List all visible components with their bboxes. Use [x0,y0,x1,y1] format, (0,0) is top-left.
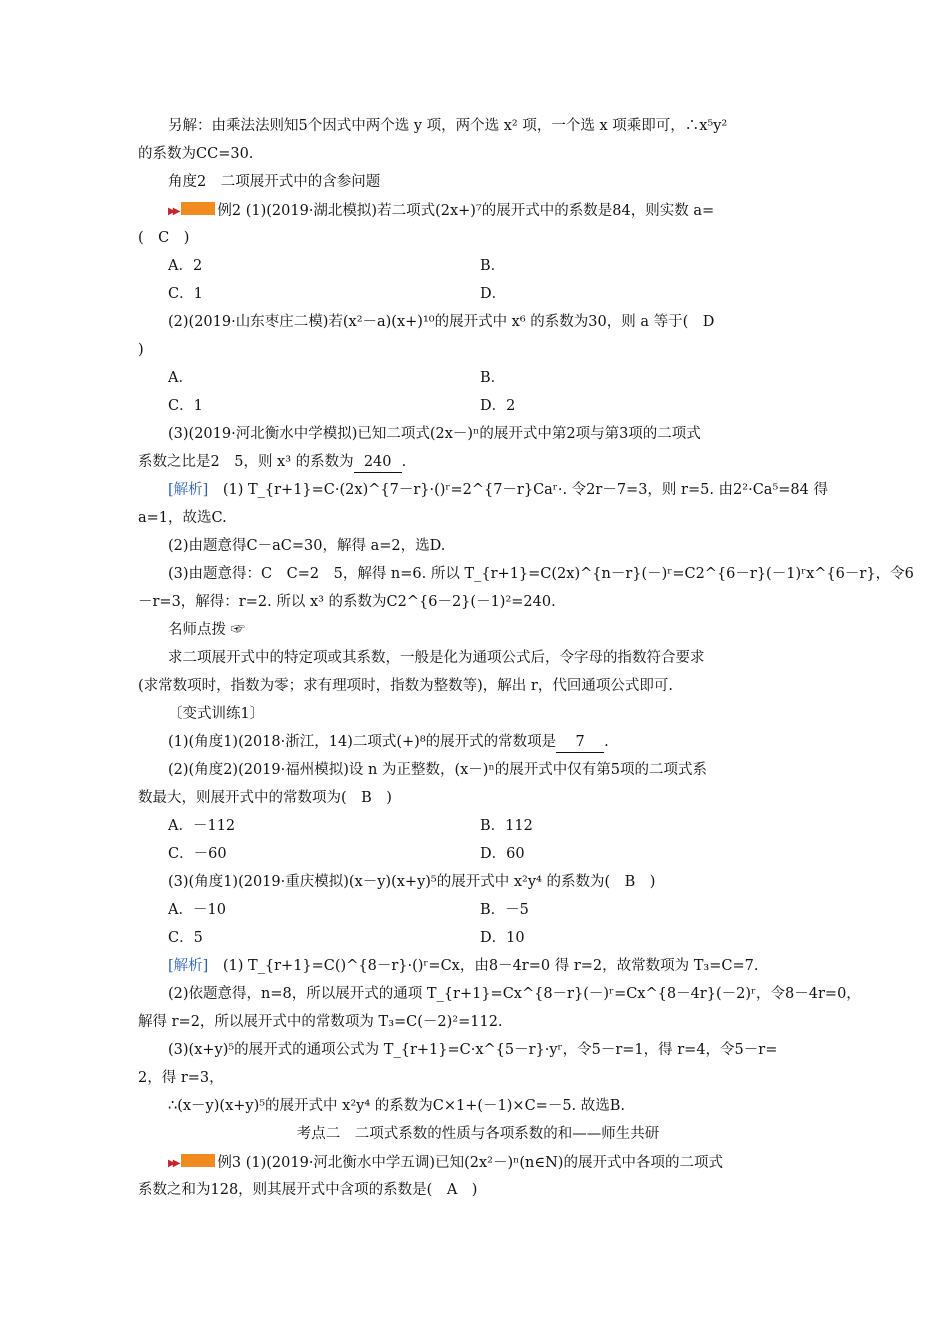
example-2-line: ▶▶ 例2 (1)(2019·湖北模拟)若二项式(2x+)⁷的展开式中的系数是84，则实数 a= [168,200,714,222]
solution-line: [解析] (1) T_{r+1}=C()^{8－r}·()ʳ=Cx，由8－4r=0 得 r=2，故常数项为 T₃=C=7. [168,958,759,974]
section-heading: 角度2 二项展开式中的含参问题 [168,174,381,190]
option-c: C．5 [168,930,203,946]
text-line: 数最大，则展开式中的常数项为( B ) [138,790,392,806]
text-line: (2)(2019·山东枣庄二模)若(x²－a)(x+)¹⁰的展开式中 x⁶ 的系数为30，则 a 等于( D [168,314,715,330]
fill-blank-line: (1)(角度1)(2018·浙江，14)二项式(+)⁸的展开式的常数项是 7 . [168,732,609,753]
option-a: A．2 [168,258,203,274]
text-line: ) [138,342,144,358]
option-c: C．－60 [168,846,227,862]
solution-line: [解析] (1) T_{r+1}=C·(2x)^{7－r}·()ʳ=2^{7－r}Caʳ·. 令2r－7=3，则 r=5. 由2²·Ca⁵=84 得 [168,482,828,498]
option-d: D．2 [480,398,516,414]
option-b: B．－5 [480,902,529,918]
text-line: (3)(角度1)(2019·重庆模拟)(x－y)(x+y)⁵的展开式中 x²y⁴ 的系数为( B ) [168,874,656,890]
section-title: 考点二 二项式系数的性质与各项系数的和——师生共研 [296,1126,660,1142]
option-b: B． [480,370,506,386]
option-d: D．10 [480,930,525,946]
option-b: B． [480,258,506,274]
text-line: (2)依题意得，n=8，所以展开式的通项 T_{r+1}=Cx^{8－r}(－)ʳ=Cx^{8－4r}(－2)ʳ，令8－4r=0， [168,986,861,1002]
text-line: (3)(x+y)⁵的展开式的通项公式为 T_{r+1}=C·x^{5－r}·yʳ，令5－r=1，得 r=4，令5－r= [168,1042,778,1058]
text-line: 解得 r=2，所以展开式中的常数项为 T₃=C(－2)²=112. [138,1014,503,1030]
option-d: D． [480,286,507,302]
option-a: A．－10 [168,902,226,918]
solution-tag: [解析] [168,958,209,974]
tip-heading: 名师点拨 ☞ [168,622,246,638]
option-c: C．1 [168,398,203,414]
text-line: 系数之和为128，则其展开式中含项的系数是( A ) [138,1182,478,1198]
text-line: (3)由题意得：C C=2 5，解得 n=6. 所以 T_{r+1}=C(2x)^{n－r}(－)ʳ=C2^{6－r}(－1)ʳx^{6－r}，令6 [168,566,914,582]
option-d: D．60 [480,846,525,862]
text-line: ∴(x－y)(x+y)⁵的展开式中 x²y⁴ 的系数为C×1+(－1)×C=－5. 故选B. [168,1098,626,1114]
text-line: －r=3，解得：r=2. 所以 x³ 的系数为C2^{6－2}(－1)²=240. [138,594,556,610]
option-c: C．1 [168,286,203,302]
option-b: B．112 [480,818,533,834]
solution-tag: [解析] [168,482,209,498]
text-line: 求二项展开式中的特定项或其系数，一般是化为通项公式后，令字母的指数符合要求 [168,650,705,666]
option-a: A．－112 [168,818,236,834]
double-arrow-box-icon: ▶▶ [168,200,215,222]
fill-blank-line: 系数之比是2 5，则 x³ 的系数为 240 . [138,452,406,473]
text-line: 另解：由乘法法则知5个因式中两个选 y 项，两个选 x² 项，一个选 x 项乘即可，∴x⁵y² [168,118,728,134]
answer-blank: 240 [354,452,402,473]
option-a: A． [168,370,193,386]
answer-blank: 7 [556,732,604,753]
text-line: (3)(2019·河北衡水中学模拟)已知二项式(2x－)ⁿ的展开式中第2项与第3项的二项式 [168,426,701,442]
text-line: 2，得 r=3， [138,1070,224,1086]
example-3-line: ▶▶ 例3 (1)(2019·河北衡水中学五调)已知(2x²－)ⁿ(n∈N)的展开式中各项的二项式 [168,1152,723,1174]
double-arrow-box-icon: ▶▶ [168,1152,215,1174]
text-line: (2)由题意得C－aC=30，解得 a=2，选D. [168,538,446,554]
section-heading: 〔变式训练1〕 [168,706,265,722]
text-line: a=1，故选C. [138,510,227,526]
text-line: (2)(角度2)(2019·福州模拟)设 n 为正整数，(x－)ⁿ的展开式中仅有第5项的二项式系 [168,762,707,778]
answer-choice: ( C ) [138,230,190,246]
text-line: 的系数为CC=30. [138,146,254,162]
text-line: (求常数项时，指数为零；求有理项时，指数为整数等)，解出 r，代回通项公式即可. [138,678,673,694]
